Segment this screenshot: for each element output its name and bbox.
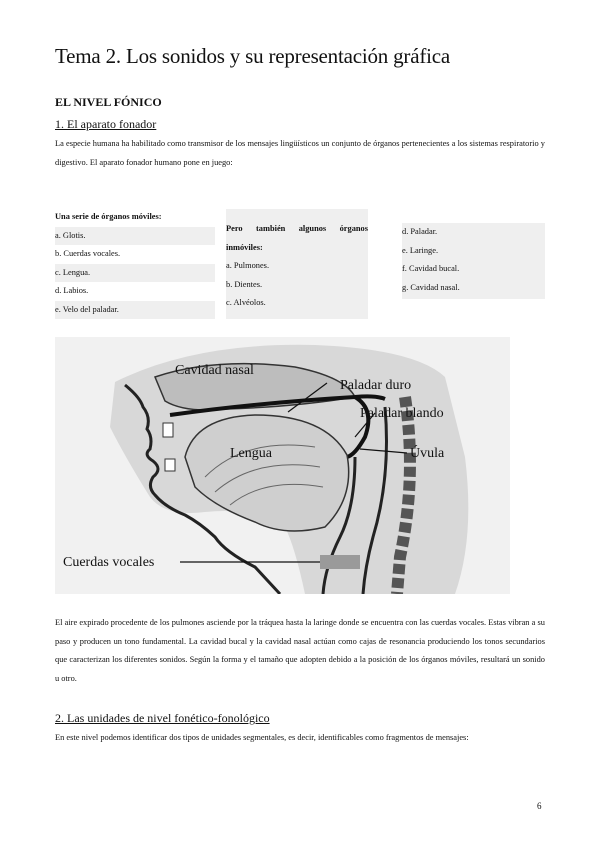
list-item: a. Glotis. — [55, 227, 215, 246]
movable-organs-heading: Una serie de órganos móviles: — [55, 212, 162, 221]
page-title: Tema 2. Los sonidos y su representación gráfica — [55, 44, 451, 68]
list-item: b. Cuerdas vocales. — [55, 249, 121, 258]
list-item: a. Pulmones. — [226, 261, 270, 270]
label-tongue: Lengua — [230, 446, 272, 461]
label-nasal-cavity: Cavidad nasal — [175, 363, 254, 378]
page-number: 6 — [537, 801, 542, 811]
list-item: b. Dientes. — [226, 279, 263, 289]
paragraph-units: En este nivel podemos identificar dos tipos de unidades segmentales, es decir, identificables como fragmentos de mensajes: — [55, 733, 469, 742]
subsection-heading-aparato: 1. El aparato fonador — [55, 117, 157, 131]
list-item: d. Paladar. — [402, 227, 438, 236]
list-item: f. Cavidad bucal. — [402, 264, 460, 273]
list-item: d. Labios. — [55, 286, 89, 295]
list-item: e. Velo del paladar. — [55, 301, 215, 320]
list-item: c. Lengua. — [55, 264, 215, 283]
movable-organs-list — [55, 208, 215, 319]
label-vocal-cords: Cuerdas vocales — [63, 555, 155, 570]
list-item: g. Cavidad nasal. — [402, 282, 460, 292]
label-hard-palate: Paladar duro — [340, 378, 412, 393]
list-item: e. Laringe. — [402, 245, 439, 255]
immovable-organs-heading: Pero también algunos órganos inmóviles: — [226, 224, 368, 252]
label-uvula: Úvula — [410, 446, 445, 461]
vocal-tract-illustration — [55, 337, 510, 594]
intro-paragraph: La especie humana ha habilitado como transmisor de los mensajes lingüísticos un conjunto de órganos pertenecientes a los sistemas respiratorio y digestivo. El aparato fonador humano pone en juego: — [55, 139, 545, 167]
vocal-tract-diagram — [55, 337, 510, 594]
list-item: c. Alvéolos. — [226, 298, 266, 307]
immovable-organs-list — [226, 209, 368, 319]
section-heading: EL NIVEL FÓNICO — [55, 95, 162, 109]
immovable-organs-list-continued — [402, 223, 545, 299]
subsection-heading-unidades: 2. Las unidades de nivel fonético-fonológico — [55, 711, 270, 725]
label-soft-palate: Paladar blando — [360, 406, 444, 421]
paragraph-air-flow: El aire expirado procedente de los pulmones asciende por la tráquea hasta la laringe donde se encuentra con las cuerdas vocales. Estas vibran a su paso y producen un tono fundamental. La cavidad bucal y la cavidad nasal actúan como cajas de resonancia produciendo los tonos secundarios que caracterizan los diferentes sonidos. Según la forma y el tamaño que adopten debido a la posición de los órganos móviles, resultará un sonido u otro. — [55, 618, 545, 683]
